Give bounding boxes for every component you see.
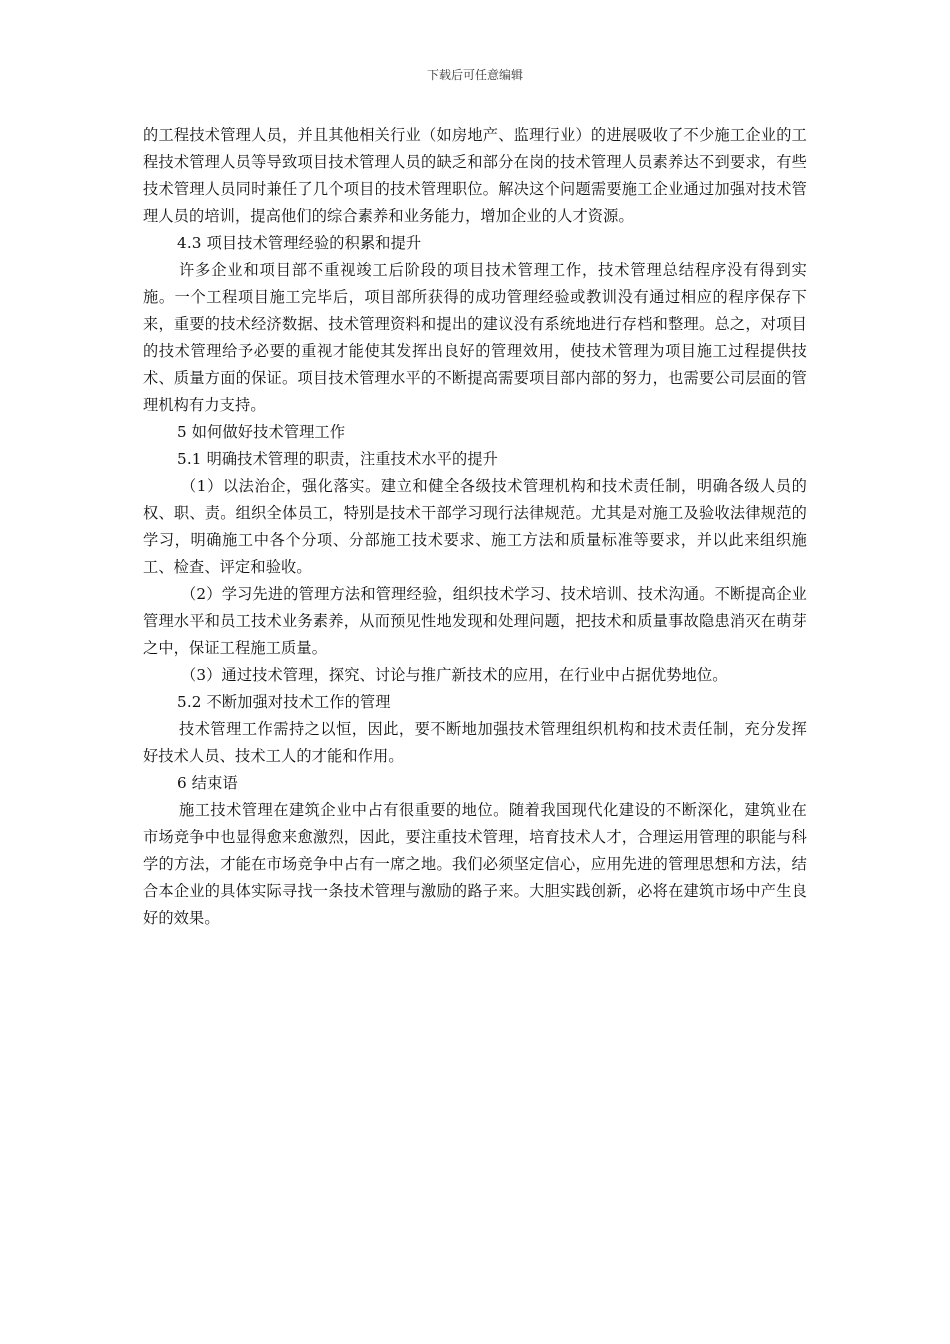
- paragraph-5-2-body: 技术管理工作需持之以恒，因此，要不断地加强技术管理组织机构和技术责任制，充分发挥好技术人员、技术工人的才能和作用。: [143, 720, 807, 765]
- paragraph-conclusion: 施工技术管理在建筑企业中占有很重要的地位。随着我国现代化建设的不断深化，建筑业在市场竞争中也显得愈来愈激烈，因此，要注重技术管理，培育技术人才，合理运用管理的职能与科学的方法，才能在市场竞争中占有一席之地。我们必须坚定信心，应用先进的管理思想和方法，结合本企业的具体实际寻找一条技术管理与激励的路子来。大胆实践创新，必将在建筑市场中产生良好的效果。: [143, 801, 807, 927]
- paragraph-4-3-body: 许多企业和项目部不重视竣工后阶段的项目技术管理工作，技术管理总结程序没有得到实施。一个工程项目施工完毕后，项目部所获得的成功管理经验或教训没有通过相应的程序保存下来，重要的技术经济数据、技术管理资料和提出的建议没有系统地进行存档和整理。总之，对项目的技术管理给予必要的重视才能使其发挥出良好的管理效用，使技术管理为项目施工过程提供技术、质量方面的保证。项目技术管理水平的不断提高需要项目部内部的努力，也需要公司层面的管理机构有力支持。: [143, 261, 807, 414]
- section-heading-5-1: 5.1 明确技术管理的职责，注重技术水平的提升: [177, 450, 498, 468]
- section-heading-4-3: 4.3 项目技术管理经验的积累和提升: [177, 234, 422, 252]
- section-heading-6: 6 结束语: [177, 774, 238, 792]
- section-heading-5-2: 5.2 不断加强对技术工作的管理: [177, 693, 391, 711]
- document-body: [143, 122, 807, 932]
- section-heading-5: 5 如何做好技术管理工作: [177, 423, 346, 441]
- list-item-3: （3）通过技术管理，探究、讨论与推广新技术的应用，在行业中占据优势地位。: [181, 666, 728, 684]
- list-item-1: （1）以法治企，强化落实。建立和健全各级技术管理机构和技术责任制，明确各级人员的权、职、责。组织全体员工，特别是技术干部学习现行法律规范。尤其是对施工及验收法律规范的学习，明确施工中各个分项、分部施工技术要求、施工方法和质量标准等要求，并以此来组织施工、检查、评定和验收。: [143, 477, 807, 576]
- list-item-2: （2）学习先进的管理方法和管理经验，组织技术学习、技术培训、技术沟通。不断提高企业管理水平和员工技术业务素养，从而预见性地发现和处理问题，把技术和质量事故隐患消灭在萌芽之中，保证工程施工质量。: [143, 585, 807, 657]
- paragraph-continuation: 的工程技术管理人员，并且其他相关行业（如房地产、监理行业）的进展吸收了不少施工企业的工程技术管理人员等导致项目技术管理人员的缺乏和部分在岗的技术管理人员素养达不到要求，有些技术管理人员同时兼任了几个项目的技术管理职位。解决这个问题需要施工企业通过加强对技术管理人员的培训，提高他们的综合素养和业务能力，增加企业的人才资源。: [143, 126, 807, 225]
- page-header: 下载后可任意编辑: [426, 68, 523, 82]
